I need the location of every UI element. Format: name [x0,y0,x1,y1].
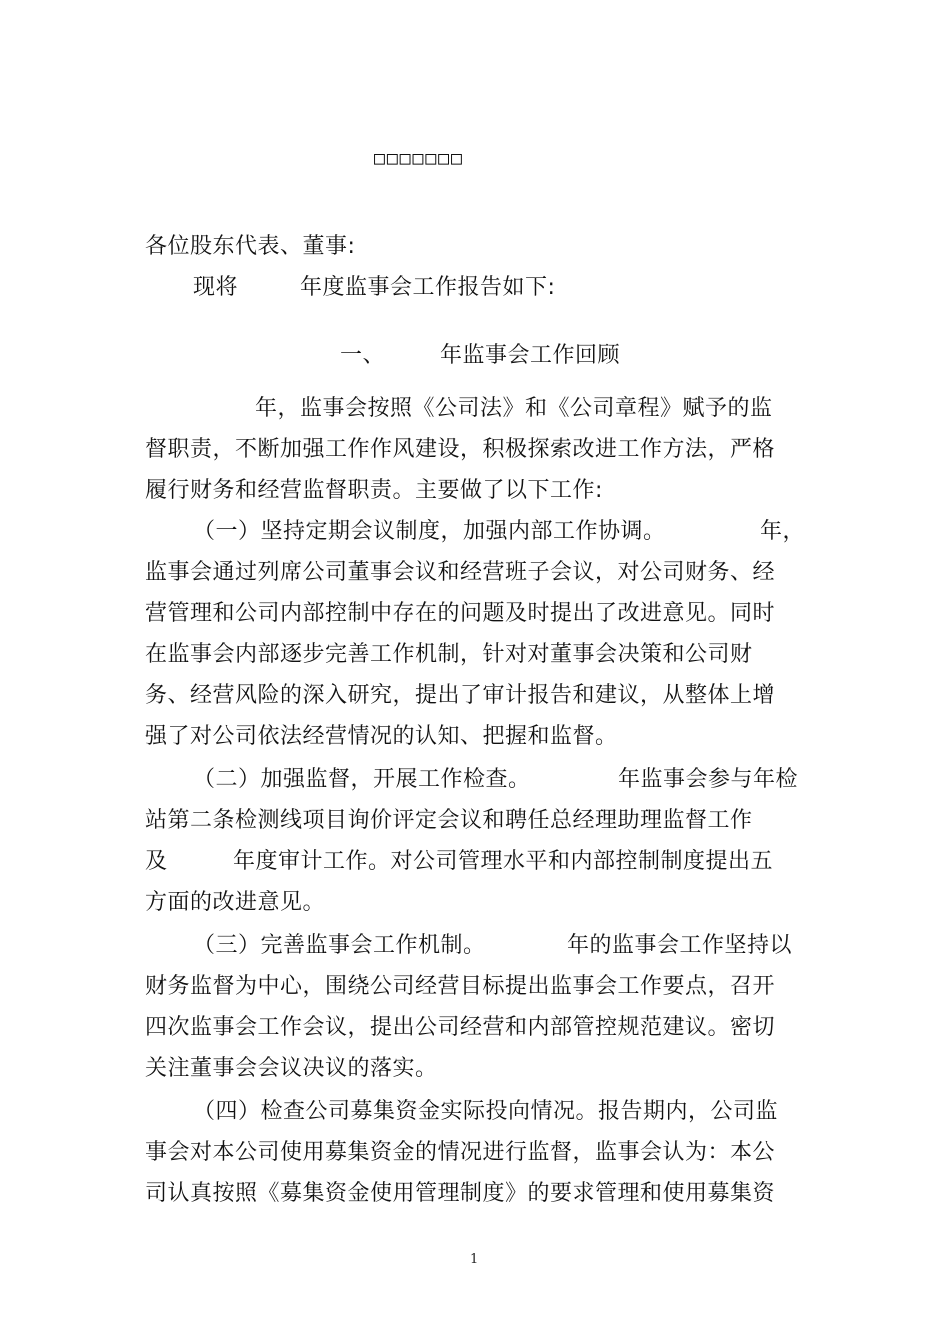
item-three-heading: （三）完善监事会工作机制。 [193,933,486,958]
paragraph-line: 营管理和公司内部控制中存在的问题及时提出了改进意见。同时 [145,601,776,626]
paragraph-line: 及 [145,849,168,874]
paragraph-line: 关注董事会会议决议的落实。 [145,1056,438,1081]
item-one-heading: （一）坚持定期会议制度，加强内部工作协调。 [193,519,666,544]
paragraph-line: 财务监督为中心，围绕公司经营目标提出监事会工作要点，召开 [145,974,776,999]
item-four-heading: （四）检查公司募集资金实际投向情况。报告期内，公司监 [193,1099,779,1124]
paragraph-line: 年的监事会工作坚持以 [567,933,793,958]
paragraph-line: 年度审计工作。对公司管理水平和内部控制制度提出五 [233,849,774,874]
paragraph-line: 司认真按照《募集资金使用管理制度》的要求管理和使用募集资 [145,1181,776,1206]
paragraph-line: 履行财务和经营监督职责。主要做了以下工作: [145,478,603,503]
paragraph-line: 年监事会参与年检 [618,767,799,792]
intro-text: 年度监事会工作报告如下: [300,275,556,300]
paragraph-line: 务、经营风险的深入研究，提出了审计报告和建议，从整体上增 [145,683,776,708]
paragraph-line: 强了对公司依法经营情况的认知、把握和监督。 [145,724,618,749]
page-number: 1 [470,1252,479,1267]
greeting: 各位股东代表、董事: [145,234,356,259]
paragraph-line: 在监事会内部逐步完善工作机制，针对对董事会决策和公司财 [145,642,753,667]
paragraph-line: 四次监事会工作会议，提出公司经营和内部管控规范建议。密切 [145,1015,776,1040]
paragraph-line: 年， [760,519,806,544]
document-title: □□□□□□□ [374,148,464,169]
section-title: 年监事会工作回顾 [440,343,621,368]
item-two-heading: （二）加强监督，开展工作检查。 [193,767,531,792]
section-number: 一、 [340,343,386,368]
paragraph-line: 站第二条检测线项目询价评定会议和聘任总经理助理监督工作 [145,808,753,833]
paragraph-line: 事会对本公司使用募集资金的情况进行监督，监事会认为：本公 [145,1140,776,1165]
paragraph-line: 督职责，不断加强工作作风建设，积极探索改进工作方法，严格 [145,437,776,462]
paragraph-line: 年，监事会按照《公司法》和《公司章程》赋予的监 [255,396,773,421]
paragraph-line: 监事会通过列席公司董事会议和经营班子会议，对公司财务、经 [145,560,776,585]
paragraph-line: 方面的改进意见。 [145,890,326,915]
intro-prefix: 现将 [193,275,239,300]
